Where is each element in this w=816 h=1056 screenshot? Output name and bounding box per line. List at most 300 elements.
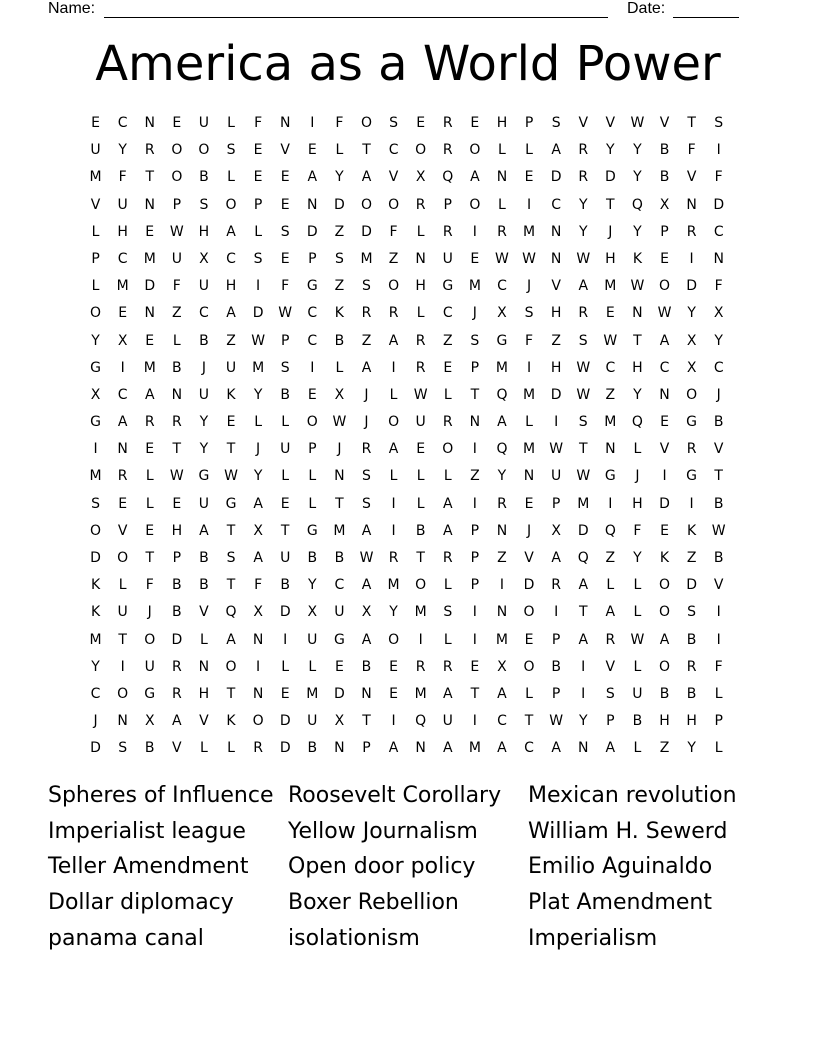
grid-letter[interactable]: Y <box>633 386 642 403</box>
grid-letter[interactable]: M <box>414 685 427 702</box>
grid-letter[interactable]: L <box>498 196 506 213</box>
grid-letter[interactable]: W <box>278 305 293 322</box>
grid-letter[interactable]: V <box>199 713 209 730</box>
grid-letter[interactable]: U <box>307 713 318 730</box>
grid-letter[interactable]: A <box>442 685 453 702</box>
grid-letter[interactable]: L <box>200 631 208 648</box>
grid-letter[interactable]: M <box>468 278 481 295</box>
grid-letter[interactable]: Y <box>578 223 588 240</box>
grid-letter[interactable]: T <box>172 441 182 458</box>
grid-letter[interactable]: A <box>361 577 372 594</box>
grid-letter[interactable]: D <box>144 278 156 295</box>
grid-letter[interactable]: E <box>605 305 615 322</box>
grid-letter[interactable]: F <box>335 115 344 131</box>
grid-letter[interactable]: U <box>90 142 101 159</box>
grid-letter[interactable]: B <box>280 386 290 403</box>
grid-letter[interactable]: X <box>307 604 318 621</box>
grid-letter[interactable]: D <box>361 223 372 240</box>
grid-letter[interactable]: M <box>523 223 536 240</box>
grid-letter[interactable]: Q <box>631 196 643 213</box>
grid-letter[interactable]: L <box>416 468 425 485</box>
grid-letter[interactable]: G <box>686 468 698 485</box>
grid-letter[interactable]: D <box>171 631 183 648</box>
date-field[interactable] <box>673 0 739 18</box>
grid-letter[interactable]: E <box>524 495 534 512</box>
grid-letter[interactable]: S <box>226 142 236 159</box>
grid-letter[interactable]: V <box>713 441 724 458</box>
grid-letter[interactable]: Y <box>335 169 344 186</box>
grid-letter[interactable]: N <box>550 223 562 240</box>
grid-letter[interactable]: U <box>144 658 155 675</box>
grid-letter[interactable]: K <box>632 250 643 267</box>
grid-letter[interactable]: V <box>388 169 399 186</box>
grid-letter[interactable]: X <box>713 305 724 322</box>
grid-letter[interactable]: O <box>225 196 237 213</box>
grid-letter[interactable]: A <box>144 386 155 403</box>
grid-letter[interactable]: Q <box>442 169 454 186</box>
grid-letter[interactable]: B <box>172 359 182 376</box>
grid-letter[interactable]: X <box>253 522 263 539</box>
grid-letter[interactable]: N <box>334 468 345 485</box>
grid-letter[interactable]: V <box>713 577 724 594</box>
grid-letter[interactable]: M <box>360 250 373 267</box>
grid-letter[interactable]: Z <box>686 550 697 566</box>
grid-letter[interactable]: E <box>145 223 155 240</box>
grid-letter[interactable]: L <box>443 468 452 485</box>
grid-letter[interactable]: D <box>523 577 535 594</box>
grid-letter[interactable]: V <box>199 604 209 621</box>
grid-letter[interactable]: K <box>687 522 697 539</box>
grid-letter[interactable]: H <box>225 278 237 295</box>
grid-letter[interactable]: R <box>388 550 399 566</box>
grid-letter[interactable]: R <box>442 658 453 675</box>
grid-letter[interactable]: R <box>415 359 426 376</box>
grid-letter[interactable]: J <box>364 414 369 431</box>
grid-letter[interactable]: N <box>523 468 535 485</box>
grid-letter[interactable]: A <box>226 223 236 240</box>
grid-letter[interactable]: L <box>308 658 317 675</box>
grid-letter[interactable]: M <box>252 359 265 376</box>
grid-letter[interactable]: I <box>662 468 667 485</box>
grid-letter[interactable]: O <box>659 658 671 675</box>
grid-letter[interactable]: N <box>252 685 264 702</box>
grid-letter[interactable]: O <box>225 658 237 675</box>
grid-letter[interactable]: Z <box>361 332 372 349</box>
grid-letter[interactable]: V <box>117 522 128 539</box>
grid-letter[interactable]: O <box>117 550 129 566</box>
grid-letter[interactable]: L <box>443 577 452 594</box>
grid-letter[interactable]: J <box>93 713 98 730</box>
grid-letter[interactable]: E <box>524 169 534 186</box>
grid-letter[interactable]: N <box>469 414 481 431</box>
grid-letter[interactable]: I <box>256 658 261 675</box>
grid-letter[interactable]: A <box>497 685 507 702</box>
grid-letter[interactable]: C <box>605 359 616 376</box>
grid-letter[interactable]: I <box>526 196 532 213</box>
grid-letter[interactable]: F <box>633 522 642 539</box>
grid-letter[interactable]: R <box>415 196 426 213</box>
grid-letter[interactable]: E <box>226 414 236 431</box>
grid-letter[interactable]: F <box>118 169 127 186</box>
grid-letter[interactable]: W <box>576 250 591 267</box>
grid-letter[interactable]: R <box>171 685 182 702</box>
grid-letter[interactable]: W <box>630 631 645 648</box>
grid-letter[interactable]: A <box>605 740 616 757</box>
grid-letter[interactable]: R <box>551 577 561 594</box>
grid-letter[interactable]: Y <box>633 142 642 159</box>
grid-letter[interactable]: P <box>470 522 480 539</box>
grid-letter[interactable]: I <box>472 223 477 240</box>
grid-letter[interactable]: I <box>716 142 721 159</box>
grid-letter[interactable]: O <box>388 278 400 295</box>
grid-letter[interactable]: I <box>391 713 396 730</box>
grid-letter[interactable]: A <box>361 169 372 186</box>
grid-letter[interactable]: F <box>714 169 723 186</box>
grid-letter[interactable]: B <box>334 332 345 349</box>
grid-letter[interactable]: Z <box>442 332 453 349</box>
grid-letter[interactable]: W <box>169 223 184 240</box>
grid-letter[interactable]: Y <box>91 658 100 675</box>
grid-letter[interactable]: P <box>172 550 182 566</box>
grid-letter[interactable]: E <box>253 142 263 159</box>
grid-letter[interactable]: W <box>332 414 347 431</box>
grid-letter[interactable]: M <box>523 386 536 403</box>
grid-letter[interactable]: N <box>334 740 345 757</box>
grid-letter[interactable]: W <box>169 468 184 485</box>
grid-letter[interactable]: G <box>442 278 454 295</box>
grid-letter[interactable]: A <box>470 169 480 186</box>
grid-letter[interactable]: M <box>604 414 617 431</box>
grid-letter[interactable]: U <box>280 441 291 458</box>
grid-letter[interactable]: G <box>90 414 101 431</box>
grid-letter[interactable]: L <box>714 740 723 757</box>
grid-letter[interactable]: F <box>172 278 181 295</box>
grid-letter[interactable]: Y <box>633 550 642 566</box>
grid-letter[interactable]: M <box>116 278 129 295</box>
grid-letter[interactable]: O <box>144 631 156 648</box>
grid-letter[interactable]: F <box>525 332 534 349</box>
grid-letter[interactable]: D <box>306 223 318 240</box>
grid-letter[interactable]: R <box>578 142 589 159</box>
grid-letter[interactable]: Z <box>470 468 480 485</box>
grid-letter[interactable]: Z <box>172 305 182 322</box>
grid-letter[interactable]: L <box>227 740 235 757</box>
grid-letter[interactable]: O <box>198 142 210 159</box>
grid-letter[interactable]: H <box>632 359 643 376</box>
grid-letter[interactable]: A <box>388 441 399 458</box>
grid-letter[interactable]: Y <box>253 386 263 403</box>
grid-letter[interactable]: Y <box>687 740 696 757</box>
grid-letter[interactable]: N <box>496 169 508 186</box>
grid-letter[interactable]: S <box>226 550 236 566</box>
grid-letter[interactable]: D <box>334 196 345 213</box>
grid-letter[interactable]: C <box>551 196 562 213</box>
grid-letter[interactable]: N <box>632 305 643 322</box>
grid-letter[interactable]: B <box>686 631 697 648</box>
grid-letter[interactable]: O <box>388 196 400 213</box>
grid-letter[interactable]: A <box>578 577 589 594</box>
grid-letter[interactable]: N <box>686 196 697 213</box>
grid-letter[interactable]: S <box>362 495 371 512</box>
grid-letter[interactable]: L <box>145 495 154 512</box>
grid-letter[interactable]: O <box>659 577 671 594</box>
grid-letter[interactable]: R <box>605 631 616 648</box>
grid-letter[interactable]: F <box>714 278 723 295</box>
grid-letter[interactable]: M <box>143 250 156 267</box>
grid-letter[interactable]: W <box>576 359 591 376</box>
grid-letter[interactable]: I <box>554 414 559 431</box>
grid-letter[interactable]: P <box>91 250 100 267</box>
grid-letter[interactable]: H <box>632 495 643 512</box>
grid-letter[interactable]: N <box>117 441 128 458</box>
grid-letter[interactable]: Y <box>714 332 723 349</box>
grid-letter[interactable]: Z <box>605 550 616 566</box>
name-field[interactable] <box>104 0 608 18</box>
grid-letter[interactable]: R <box>442 115 453 131</box>
grid-letter[interactable]: M <box>333 522 346 539</box>
grid-letter[interactable]: N <box>171 386 183 403</box>
grid-letter[interactable]: R <box>686 223 697 240</box>
grid-letter[interactable]: C <box>117 115 128 131</box>
grid-letter[interactable]: F <box>389 223 398 240</box>
grid-letter[interactable]: W <box>549 713 564 730</box>
grid-letter[interactable]: N <box>577 740 589 757</box>
grid-letter[interactable]: A <box>117 414 128 431</box>
grid-letter[interactable]: W <box>630 278 645 295</box>
grid-letter[interactable]: S <box>714 115 724 131</box>
grid-letter[interactable]: H <box>415 278 426 295</box>
grid-letter[interactable]: E <box>470 250 480 267</box>
grid-letter[interactable]: G <box>333 631 345 648</box>
grid-letter[interactable]: E <box>280 495 290 512</box>
grid-letter[interactable]: R <box>388 305 399 322</box>
grid-letter[interactable]: L <box>714 685 723 702</box>
grid-letter[interactable]: X <box>497 658 507 675</box>
grid-letter[interactable]: E <box>660 414 669 431</box>
grid-letter[interactable]: E <box>334 658 344 675</box>
grid-letter[interactable]: L <box>281 658 290 675</box>
grid-letter[interactable]: J <box>201 359 206 376</box>
grid-letter[interactable]: D <box>90 550 101 566</box>
grid-letter[interactable]: S <box>605 685 615 702</box>
grid-letter[interactable]: K <box>334 305 344 322</box>
grid-letter[interactable]: D <box>659 495 670 512</box>
grid-letter[interactable]: E <box>416 441 426 458</box>
grid-letter[interactable]: U <box>442 713 453 730</box>
grid-letter[interactable]: S <box>118 740 128 757</box>
grid-letter[interactable]: L <box>308 495 317 512</box>
grid-letter[interactable]: I <box>93 441 98 458</box>
grid-letter[interactable]: N <box>496 522 508 539</box>
grid-letter[interactable]: W <box>576 386 591 403</box>
grid-letter[interactable]: B <box>199 169 209 186</box>
grid-letter[interactable]: N <box>496 604 508 621</box>
grid-letter[interactable]: Q <box>496 386 508 403</box>
grid-letter[interactable]: N <box>117 713 128 730</box>
grid-letter[interactable]: N <box>415 740 426 757</box>
grid-letter[interactable]: V <box>90 196 101 213</box>
grid-letter[interactable]: U <box>551 468 562 485</box>
grid-letter[interactable]: I <box>689 495 694 512</box>
grid-letter[interactable]: L <box>498 142 506 159</box>
grid-letter[interactable]: I <box>581 658 586 675</box>
grid-letter[interactable]: E <box>253 169 263 186</box>
grid-letter[interactable]: W <box>549 441 564 458</box>
grid-letter[interactable]: C <box>307 305 318 322</box>
grid-letter[interactable]: B <box>172 604 182 621</box>
grid-letter[interactable]: I <box>581 685 586 702</box>
grid-letter[interactable]: N <box>144 196 155 213</box>
grid-letter[interactable]: N <box>415 250 426 267</box>
grid-letter[interactable]: L <box>443 631 452 648</box>
grid-letter[interactable]: G <box>225 495 237 512</box>
grid-letter[interactable]: I <box>120 359 125 376</box>
grid-letter[interactable]: P <box>551 495 561 512</box>
grid-letter[interactable]: L <box>416 305 425 322</box>
grid-letter[interactable]: S <box>470 332 480 349</box>
grid-letter[interactable]: Y <box>578 196 588 213</box>
grid-letter[interactable]: T <box>714 468 723 485</box>
grid-letter[interactable]: T <box>362 142 371 159</box>
grid-letter[interactable]: B <box>551 658 561 675</box>
grid-letter[interactable]: H <box>550 359 562 376</box>
grid-letter[interactable]: V <box>686 169 697 186</box>
grid-letter[interactable]: A <box>388 740 399 757</box>
grid-letter[interactable]: B <box>144 740 155 757</box>
grid-letter[interactable]: R <box>442 142 453 159</box>
grid-letter[interactable]: O <box>659 278 671 295</box>
grid-letter[interactable]: A <box>497 740 507 757</box>
grid-letter[interactable]: T <box>145 550 155 566</box>
grid-letter[interactable]: B <box>659 685 670 702</box>
grid-letter[interactable]: K <box>90 604 101 621</box>
grid-letter[interactable]: H <box>659 713 670 730</box>
grid-letter[interactable]: O <box>659 604 671 621</box>
grid-letter[interactable]: Y <box>308 577 317 594</box>
grid-letter[interactable]: I <box>472 441 477 458</box>
grid-letter[interactable]: L <box>525 685 533 702</box>
grid-letter[interactable]: U <box>198 386 210 403</box>
grid-letter[interactable]: P <box>470 550 480 566</box>
grid-letter[interactable]: L <box>145 468 154 485</box>
grid-letter[interactable]: D <box>279 604 291 621</box>
grid-letter[interactable]: O <box>686 386 698 403</box>
grid-letter[interactable]: O <box>388 414 400 431</box>
grid-letter[interactable]: G <box>90 359 101 376</box>
grid-letter[interactable]: T <box>470 386 480 403</box>
grid-letter[interactable]: L <box>416 223 425 240</box>
grid-letter[interactable]: E <box>172 495 182 512</box>
grid-letter[interactable]: O <box>415 577 427 594</box>
grid-letter[interactable]: D <box>604 169 616 186</box>
grid-letter[interactable]: P <box>308 250 317 267</box>
grid-letter[interactable]: U <box>632 685 643 702</box>
grid-letter[interactable]: N <box>659 386 670 403</box>
grid-letter[interactable]: M <box>468 740 481 757</box>
grid-letter[interactable]: J <box>608 223 613 240</box>
grid-letter[interactable]: H <box>198 223 210 240</box>
grid-letter[interactable]: Q <box>604 522 616 539</box>
grid-letter[interactable]: Z <box>226 332 236 349</box>
grid-letter[interactable]: A <box>659 332 670 349</box>
grid-letter[interactable]: A <box>199 522 209 539</box>
grid-letter[interactable]: J <box>337 441 342 458</box>
grid-letter[interactable]: D <box>90 740 101 757</box>
grid-letter[interactable]: M <box>523 441 536 458</box>
grid-letter[interactable]: J <box>716 386 721 403</box>
grid-letter[interactable]: V <box>524 550 534 566</box>
grid-letter[interactable]: O <box>171 142 183 159</box>
grid-letter[interactable]: L <box>227 169 235 186</box>
grid-letter[interactable]: A <box>442 522 453 539</box>
grid-letter[interactable]: Y <box>578 713 588 730</box>
grid-letter[interactable]: X <box>551 522 561 539</box>
grid-letter[interactable]: I <box>120 658 125 675</box>
grid-letter[interactable]: B <box>307 550 318 566</box>
grid-letter[interactable]: S <box>578 332 588 349</box>
grid-letter[interactable]: D <box>686 577 697 594</box>
grid-letter[interactable]: T <box>118 631 127 648</box>
grid-letter[interactable]: C <box>497 278 507 295</box>
grid-letter[interactable]: U <box>415 414 426 431</box>
grid-letter[interactable]: V <box>605 115 616 131</box>
grid-letter[interactable]: H <box>198 685 210 702</box>
grid-letter[interactable]: Z <box>334 223 345 240</box>
grid-letter[interactable]: E <box>443 359 453 376</box>
grid-letter[interactable]: K <box>659 550 670 566</box>
grid-letter[interactable]: E <box>118 305 128 322</box>
grid-letter[interactable]: R <box>578 305 589 322</box>
grid-letter[interactable]: O <box>360 196 372 213</box>
grid-letter[interactable]: A <box>442 495 453 512</box>
grid-letter[interactable]: E <box>172 115 182 131</box>
grid-letter[interactable]: B <box>199 550 209 566</box>
grid-letter[interactable]: F <box>254 115 263 131</box>
grid-letter[interactable]: I <box>472 495 477 512</box>
grid-letter[interactable]: O <box>388 631 400 648</box>
grid-letter[interactable]: N <box>605 441 616 458</box>
grid-letter[interactable]: M <box>495 631 508 648</box>
grid-letter[interactable]: L <box>416 495 425 512</box>
grid-letter[interactable]: R <box>361 305 372 322</box>
grid-letter[interactable]: H <box>117 223 128 240</box>
grid-letter[interactable]: R <box>497 223 507 240</box>
grid-letter[interactable]: I <box>472 713 477 730</box>
grid-letter[interactable]: B <box>334 550 345 566</box>
grid-letter[interactable]: R <box>497 495 507 512</box>
grid-letter[interactable]: D <box>334 685 345 702</box>
grid-letter[interactable]: S <box>280 223 290 240</box>
grid-letter[interactable]: L <box>254 223 263 240</box>
grid-letter[interactable]: O <box>442 441 454 458</box>
grid-letter[interactable]: R <box>415 332 426 349</box>
grid-letter[interactable]: X <box>497 305 507 322</box>
grid-letter[interactable]: D <box>577 522 589 539</box>
grid-letter[interactable]: S <box>334 250 344 267</box>
grid-letter[interactable]: L <box>525 414 533 431</box>
grid-letter[interactable]: A <box>605 604 616 621</box>
grid-letter[interactable]: H <box>171 522 183 539</box>
grid-letter[interactable]: L <box>118 577 127 594</box>
grid-letter[interactable]: F <box>281 278 290 295</box>
grid-letter[interactable]: E <box>145 522 155 539</box>
grid-letter[interactable]: H <box>605 250 616 267</box>
grid-letter[interactable]: C <box>199 305 209 322</box>
grid-letter[interactable]: C <box>226 250 236 267</box>
grid-letter[interactable]: A <box>253 550 263 566</box>
grid-letter[interactable]: M <box>387 577 400 594</box>
grid-letter[interactable]: X <box>659 196 670 213</box>
